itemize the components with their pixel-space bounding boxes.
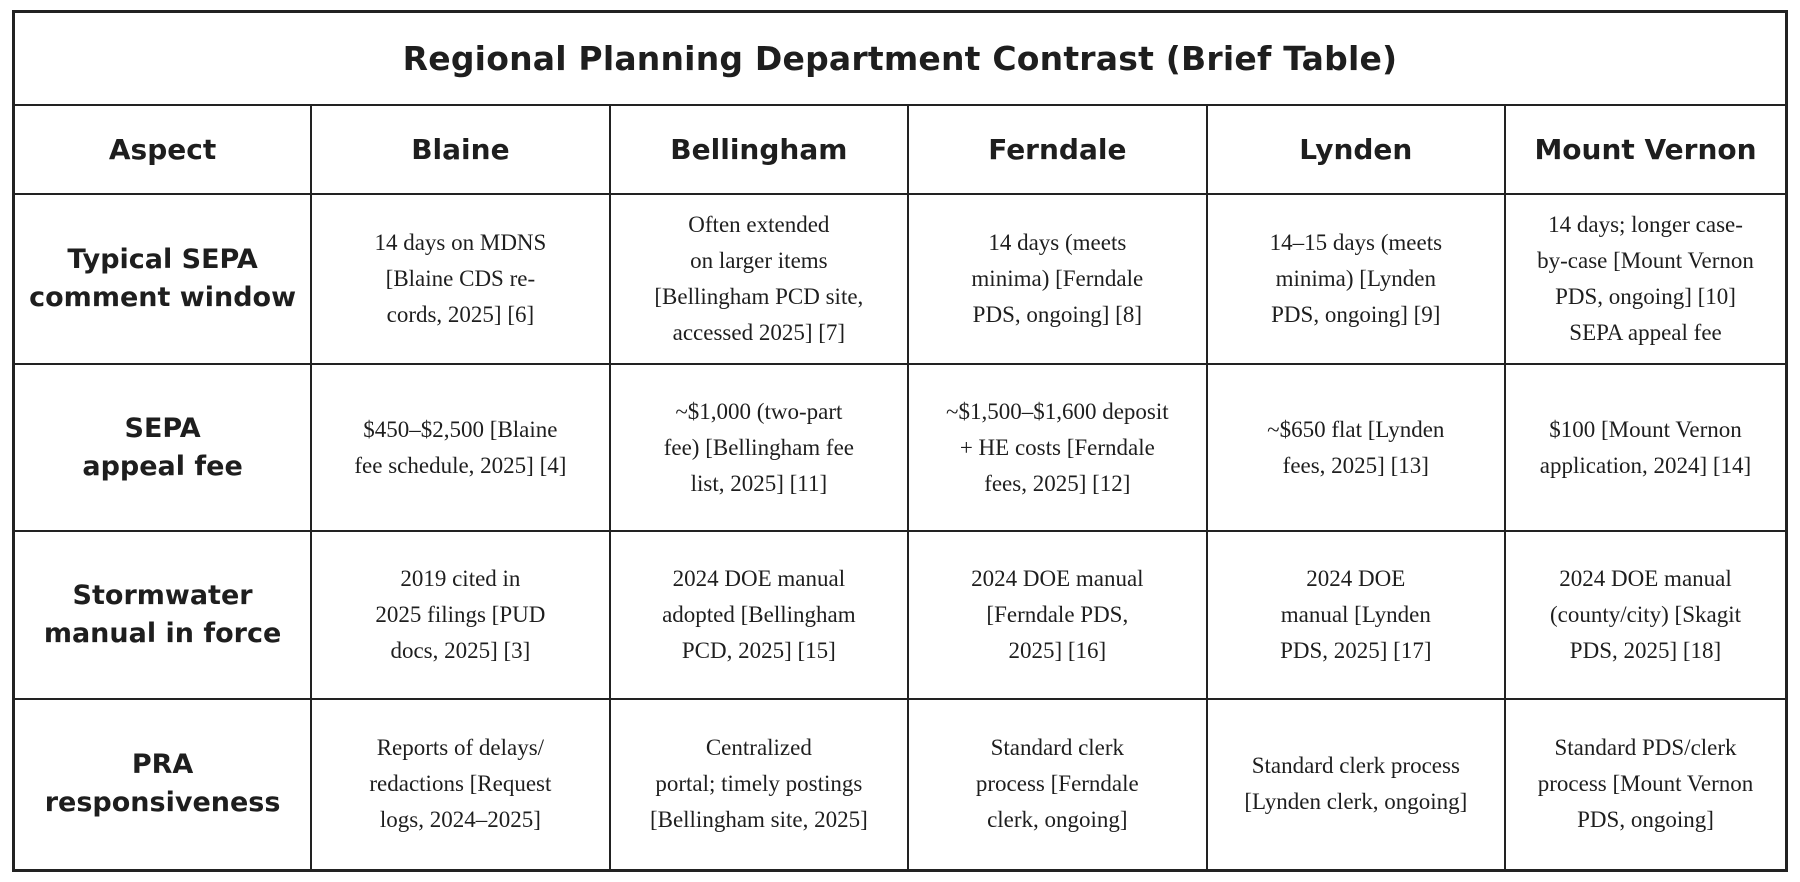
header-row (15, 105, 1785, 194)
column-header-lynden: Lynden (1207, 105, 1505, 194)
comparison-table (15, 13, 1785, 869)
row-label: SEPA appeal fee (15, 364, 311, 530)
table-cell: 2024 DOE manual adopted [Bellingham PCD, 2025] [15] (610, 531, 908, 699)
table-cell: ~$1,500–$1,600 deposit + HE costs [Ferndale fees, 2025] [12] (908, 364, 1206, 530)
table-cell: Standard clerk process [Ferndale clerk, ongoing] (908, 699, 1206, 869)
comparison-table-frame (12, 10, 1788, 872)
table-cell: ~$1,000 (two-part fee) [Bellingham fee list, 2025] [11] (610, 364, 908, 530)
table-cell: 14–15 days (meets minima) [Lynden PDS, ongoing] [9] (1207, 194, 1505, 364)
table-row-stormwater-manual (15, 531, 1785, 699)
column-header-ferndale: Ferndale (908, 105, 1206, 194)
table-cell: 2024 DOE manual [Lynden PDS, 2025] [17] (1207, 531, 1505, 699)
table-cell: $450–$2,500 [Blaine fee schedule, 2025] [4] (311, 364, 609, 530)
table-cell: 14 days (meets minima) [Ferndale PDS, ongoing] [8] (908, 194, 1206, 364)
table-row-pra-responsiveness (15, 699, 1785, 869)
table-cell: 2024 DOE manual (county/city) [Skagit PDS, 2025] [18] (1505, 531, 1785, 699)
table-cell: Reports of delays/ redactions [Request logs, 2024–2025] (311, 699, 609, 869)
column-header-blaine: Blaine (311, 105, 609, 194)
title-row (15, 13, 1785, 105)
table-cell: $100 [Mount Vernon application, 2024] [14] (1505, 364, 1785, 530)
table-cell: Centralized portal; timely postings [Bellingham site, 2025] (610, 699, 908, 869)
table-row-sepa-appeal-fee (15, 364, 1785, 530)
table-row-sepa-comment-window (15, 194, 1785, 364)
table-cell: Often extended on larger items [Bellingham PCD site, accessed 2025] [7] (610, 194, 908, 364)
table-title: Regional Planning Department Contrast (Brief Table) (15, 13, 1785, 105)
column-header-bellingham: Bellingham (610, 105, 908, 194)
table-cell: 2019 cited in 2025 filings [PUD docs, 2025] [3] (311, 531, 609, 699)
row-label: PRA responsiveness (15, 699, 311, 869)
table-cell: Standard PDS/clerk process [Mount Vernon PDS, ongoing] (1505, 699, 1785, 869)
row-label: Stormwater manual in force (15, 531, 311, 699)
column-header-mount-vernon: Mount Vernon (1505, 105, 1785, 194)
row-label: Typical SEPA comment window (15, 194, 311, 364)
table-cell: 2024 DOE manual [Ferndale PDS, 2025] [16] (908, 531, 1206, 699)
column-header-aspect: Aspect (15, 105, 311, 194)
table-cell: ~$650 flat [Lynden fees, 2025] [13] (1207, 364, 1505, 530)
table-cell: 14 days on MDNS [Blaine CDS re- cords, 2025] [6] (311, 194, 609, 364)
table-cell: 14 days; longer case- by-case [Mount Vernon PDS, ongoing] [10] SEPA appeal fee (1505, 194, 1785, 364)
table-cell: Standard clerk process [Lynden clerk, ongoing] (1207, 699, 1505, 869)
